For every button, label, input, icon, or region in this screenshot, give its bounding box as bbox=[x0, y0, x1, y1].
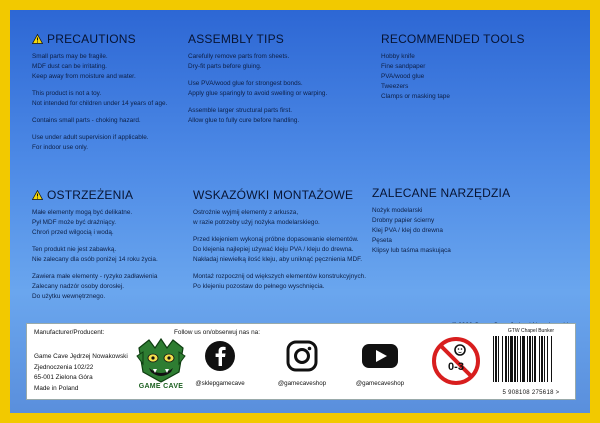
precautions-line: Contains small parts - choking hazard. bbox=[32, 117, 141, 124]
precautions-line: This product is not a toy. bbox=[32, 90, 102, 97]
wskazowki-line: Ostrożnie wyjmij elementy z arkusza, bbox=[193, 209, 299, 216]
age-warning-symbol bbox=[431, 336, 481, 395]
address-line: Game Cave Jędrzej Nowakowski bbox=[34, 353, 128, 360]
manufacturer-address bbox=[34, 352, 128, 394]
barcode-bar bbox=[498, 336, 499, 382]
warning-icon bbox=[32, 34, 43, 44]
wskazowki-line: Po klejeniu pozostaw do pełnego wyschnięcia. bbox=[193, 283, 325, 290]
barcode-bar bbox=[534, 336, 536, 382]
assembly-line: Use PVA/wood glue for strongest bonds. bbox=[188, 80, 303, 87]
address-line: Made in Poland bbox=[34, 384, 79, 392]
ostrzezenia-line: Nie zalecany dla osób poniżej 14 roku życia. bbox=[32, 256, 158, 263]
assembly-line: Apply glue sparingly to avoid swelling or warping. bbox=[188, 90, 328, 97]
assembly-line: Assemble larger structural parts first. bbox=[188, 107, 293, 114]
youtube-link[interactable] bbox=[345, 340, 415, 387]
ostrzezenia-section bbox=[32, 188, 202, 302]
narzedzia-line: Nożyk modelarski bbox=[372, 207, 423, 214]
tools-line: Clamps or masking tape bbox=[381, 93, 450, 100]
wskazowki-title: WSKAZÓWKI MONTAŻOWE bbox=[193, 188, 354, 202]
wskazowki-line: Nakładaj niewielką ilość kleju, aby uniknąć pęcznienia MDF. bbox=[193, 256, 363, 263]
facebook-handle: @sklepgamecave bbox=[195, 380, 245, 387]
precautions-line: Use under adult supervision if applicable. bbox=[32, 134, 149, 141]
precautions-line: Not intended for children under 14 years of age. bbox=[32, 100, 168, 107]
barcode-bar bbox=[495, 336, 497, 382]
facebook-icon bbox=[204, 340, 236, 372]
wskazowki-line: w razie potrzeby użyj nożyka modelarskiego. bbox=[193, 219, 320, 226]
barcode-bar bbox=[510, 336, 513, 382]
barcode-bar bbox=[539, 336, 540, 382]
goblin-mascot-icon bbox=[135, 338, 187, 384]
barcode-bar bbox=[529, 336, 531, 382]
wskazowki-line: Montaż rozpocznij od większych elementów konstrukcyjnych. bbox=[193, 273, 366, 280]
barcode-bar bbox=[520, 336, 521, 382]
barcode-bar bbox=[502, 336, 503, 382]
barcode-bar bbox=[517, 336, 518, 382]
precautions-section bbox=[32, 32, 202, 153]
barcode-block bbox=[489, 328, 573, 398]
barcode-bar bbox=[514, 336, 516, 382]
barcode-bar bbox=[505, 336, 507, 382]
instagram-link[interactable] bbox=[267, 340, 337, 387]
ostrzezenia-line: Ten produkt nie jest zabawką. bbox=[32, 246, 117, 253]
precautions-title: PRECAUTIONS bbox=[47, 32, 136, 46]
ostrzezenia-line: Zalecany nadzór osoby dorosłej. bbox=[32, 283, 125, 290]
ostrzezenia-line: Pył MDF może być drażniący. bbox=[32, 219, 117, 226]
tools-title: RECOMMENDED TOOLS bbox=[381, 32, 525, 46]
youtube-handle: @gamecaveshop bbox=[355, 380, 405, 387]
precautions-line: For indoor use only. bbox=[32, 144, 89, 151]
product-code: GTW Chapel Bunker bbox=[507, 328, 555, 334]
facebook-link[interactable] bbox=[185, 340, 255, 387]
wskazowki-line: Do klejenia najlepiej używać kleju PVA / kleju do drewna. bbox=[193, 246, 354, 253]
narzedzia-line: Drobny papier ścierny bbox=[372, 217, 435, 224]
game-cave-logo bbox=[135, 338, 187, 396]
barcode-icon bbox=[489, 334, 573, 384]
narzedzia-line: Klipsy lub taśma maskująca bbox=[372, 247, 451, 254]
barcode-bar bbox=[522, 336, 525, 382]
precautions-heading bbox=[32, 32, 202, 46]
wskazowki-section bbox=[193, 188, 388, 292]
ostrzezenia-line: Małe elementy mogą być delikatne. bbox=[32, 209, 133, 216]
age-label: 0-3 bbox=[448, 361, 464, 373]
barcode-bar bbox=[547, 336, 548, 382]
precautions-line: MDF dust can be irritating. bbox=[32, 63, 107, 70]
tools-line: PVA/wood glue bbox=[381, 73, 425, 80]
narzedzia-title: ZALECANE NARZĘDZIA bbox=[372, 186, 511, 200]
ostrzezenia-line: Do użytku wewnętrznego. bbox=[32, 293, 106, 300]
barcode-bar bbox=[508, 336, 509, 382]
narzedzia-line: Pęseta bbox=[372, 237, 392, 244]
follow-label: Follow us on/obserwuj nas na: bbox=[174, 329, 260, 336]
barcode-digits: 5 908108 275618 > bbox=[502, 390, 560, 396]
instagram-handle: @gamecaveshop bbox=[277, 380, 327, 387]
footer-box bbox=[26, 323, 576, 400]
ostrzezenia-line: Zawiera małe elementy - ryzyko zadławienia bbox=[32, 273, 158, 280]
barcode-bar bbox=[527, 336, 528, 382]
precautions-line: Small parts may be fragile. bbox=[32, 53, 108, 60]
barcode-bar bbox=[532, 336, 533, 382]
ostrzezenia-title: OSTRZEŻENIA bbox=[47, 188, 134, 202]
barcode-bar bbox=[493, 336, 494, 382]
logo-wordmark: GAME CAVE bbox=[138, 383, 184, 390]
not-for-children-icon bbox=[431, 336, 481, 390]
barcode-bar bbox=[544, 336, 545, 382]
youtube-icon bbox=[360, 340, 400, 372]
address-line: Zjednoczenia 102/22 bbox=[34, 363, 94, 371]
tools-line: Hobby knife bbox=[381, 53, 415, 60]
narzedzia-line: Klej PVA / klej do drewna bbox=[372, 227, 443, 234]
tools-section bbox=[381, 32, 571, 102]
assembly-section bbox=[188, 32, 373, 126]
assembly-title: ASSEMBLY TIPS bbox=[188, 32, 284, 46]
assembly-line: Dry-fit parts before gluing. bbox=[188, 63, 262, 70]
assembly-line: Allow glue to fully cure before handling. bbox=[188, 117, 300, 124]
barcode-bar bbox=[551, 336, 552, 382]
ostrzezenia-heading bbox=[32, 188, 202, 202]
tools-line: Fine sandpaper bbox=[381, 63, 426, 70]
narzedzia-section bbox=[372, 186, 572, 256]
assembly-line: Carefully remove parts from sheets. bbox=[188, 53, 290, 60]
address-line: 65-001 Zielona Góra bbox=[34, 374, 93, 381]
warning-icon bbox=[32, 190, 43, 200]
barcode-bar bbox=[541, 336, 543, 382]
precautions-line: Keep away from moisture and water. bbox=[32, 73, 136, 80]
instagram-icon bbox=[286, 340, 318, 372]
ostrzezenia-line: Chroń przed wilgocią i wodą. bbox=[32, 229, 114, 236]
manufacturer-label: Manufacturer/Producent: bbox=[34, 329, 105, 336]
tools-line: Tweezers bbox=[381, 83, 409, 90]
wskazowki-line: Przed klejeniem wykonaj próbne dopasowanie elementów. bbox=[193, 236, 359, 243]
